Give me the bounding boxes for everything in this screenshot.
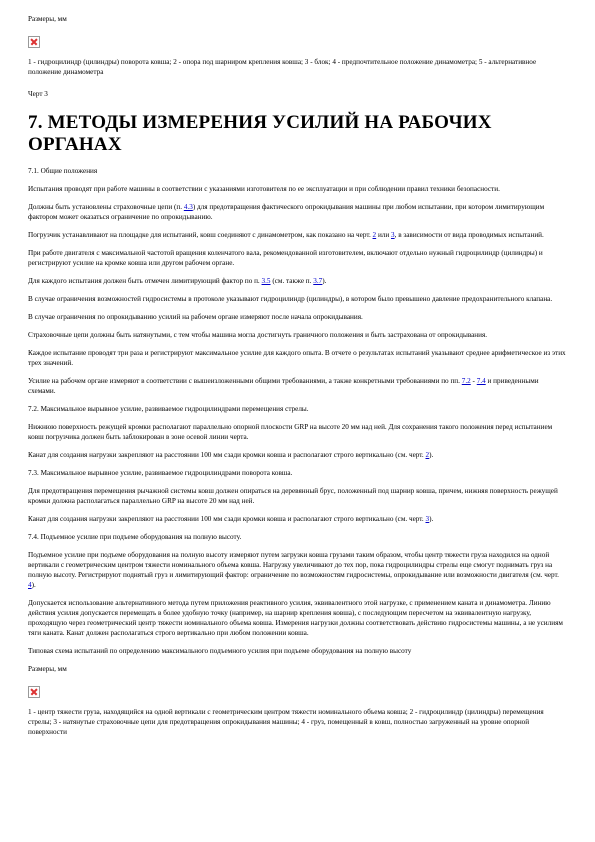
figure-label: Черт 3 — [28, 90, 48, 98]
text: Погрузчик устанавливают на площадке для испытаний, ковш соединяют с динамометром, как показано на черт. — [28, 231, 373, 239]
text: ). — [322, 277, 327, 285]
paragraph: Типовая схема испытаний по определению максимального подъемного усилия при подъеме оборудования на полную высоту — [28, 647, 412, 655]
paragraph: При работе двигателя с максимальной частотой вращения коленчатого вала, рекомендованной изготовителем, включают отдельно нужный гидроцилиндр (цилиндры) и регистрируют усилие на кромке ковша или другом рабочем органе. — [28, 249, 543, 267]
link-7-4[interactable]: 7.4 — [476, 377, 486, 385]
link-chart-4[interactable]: 4 — [28, 581, 32, 589]
subsection-heading: 7.2. Максимальное вырывное усилие, развиваемое гидроцилиндрами перемещения стрелы. — [28, 405, 309, 413]
paragraph: В случае ограничения по опрокидыванию усилий на рабочем органе измеряют после начала опрокидывания. — [28, 313, 363, 321]
text: ) для предотвращения фактического опрокидывания машины при любом испытании, при котором лимитирующим фактором может оказаться ограничение по опрокидыванию. — [28, 203, 545, 221]
text: Усилие на рабочем органе измеряют в соответствии с вышеизложенными общими требованиями, а также конкретными требованиями по пп. — [28, 377, 462, 385]
link-4-3[interactable]: 4.3 — [183, 203, 193, 211]
paragraph: Допускается использование альтернативного метода путем приложения реактивного усилия, эквивалентного этой нагрузке, с применением каната и динамометра. Линию действия усилия допускается перемещать в более удобную точку (например, на шарнир крепления ковша), с последующим пересчетом на эквивалентную нагрузку, проходящую через геометрический центр тяжести номинального объема ковша. Измерения нагрузки должны соответствовать действию гидросистемы машины, а не усилиям тяги каната. Канат должен располагаться строго вертикально при любом положении ковша. — [28, 599, 563, 637]
broken-image-icon[interactable] — [28, 36, 40, 48]
paragraph: В случае ограничения возможностей гидросистемы в протоколе указывают гидроцилиндр (цилиндры), в котором было превышено давление предохранительного клапана. — [28, 295, 553, 303]
figure-caption: 1 - гидроцилиндр (цилиндры) поворота ковша; 2 - опора под шарниром крепления ковша; 3 - блок; 4 - предпочтительное положение динамометра; 5 - альтернативное положение динамометра — [28, 58, 537, 76]
link-chart-3[interactable]: 3 — [391, 231, 395, 239]
text: Должны быть установлены страховочные цепи (п. — [28, 203, 184, 211]
figure-caption: 1 - центр тяжести груза, находящийся на одной вертикали с геометрическим центром тяжести номинального объема ковша; 2 - гидроцилиндр (цилиндры) перемещения стрелы; 3 - натянутые страховочные цепи для предотвращения опрокидывания машины; 4 - груз, помещенный в ковш, полностью загруженный на уровне опорной поверхности — [28, 708, 544, 736]
document-page — [28, 14, 568, 737]
dimensions-label: Размеры, мм — [28, 15, 67, 23]
paragraph: Каждое испытание проводят три раза и регистрируют максимальное усилие для каждого опыта. В отчете о результатах испытаний указывают среднее арифметическое из этих трех значений. — [28, 349, 566, 367]
paragraph — [28, 276, 568, 286]
paragraph — [28, 450, 568, 460]
text: , в зависимости от вида проводимых испытаний. — [394, 231, 544, 239]
paragraph — [28, 550, 568, 590]
text: Для каждого испытания должен быть отмечен лимитирующий фактор по п. — [28, 277, 262, 285]
link-7-2[interactable]: 7.2 — [461, 377, 471, 385]
text: Канат для создания нагрузки закрепляют на расстоянии 100 мм сзади кромки ковша и располагают строго вертикально (см. черт. — [28, 451, 426, 459]
link-3-7[interactable]: 3.7 — [313, 277, 323, 285]
paragraph — [28, 202, 568, 222]
section-title: 7. МЕТОДЫ ИЗМЕРЕНИЯ УСИЛИЙ НА РАБОЧИХ ОРГАНАХ — [28, 112, 492, 155]
broken-image-icon[interactable] — [28, 686, 40, 698]
link-3-5[interactable]: 3.5 — [261, 277, 271, 285]
paragraph: Для предотвращения перемещения рычажной системы ковш должен опираться на деревянный брус, положенный под шарнир ковша, причем, нижняя поверхность режущей кромки должна располагаться параллельно GRP на высоте 20 мм над ней. — [28, 487, 558, 505]
paragraph: Испытания проводят при работе машины в соответствии с указаниями изготовителя по ее эксплуатации и при соблюдении правил техники безопасности. — [28, 185, 500, 193]
paragraph — [28, 230, 568, 240]
subsection-heading: 7.3. Максимальное вырывное усилие, развиваемое гидроцилиндрами поворота ковша. — [28, 469, 293, 477]
subsection-heading: 7.1. Общие положения — [28, 167, 98, 175]
paragraph — [28, 376, 568, 396]
text: (см. также п. — [270, 277, 314, 285]
dimensions-label: Размеры, мм — [28, 665, 67, 673]
text: - — [470, 377, 477, 385]
paragraph — [28, 514, 568, 524]
paragraph: Страховочные цепи должны быть натянутыми, с тем чтобы машина могла достигнуть граничного положения и быть застрахована от опрокидывания. — [28, 331, 488, 339]
text: ). — [429, 451, 434, 459]
link-chart-3[interactable]: 3 — [425, 515, 430, 523]
link-chart-2[interactable]: 2 — [425, 451, 430, 459]
text: ). — [429, 515, 434, 523]
text: ). — [31, 581, 36, 589]
text: Канат для создания нагрузки закрепляют на расстоянии 100 мм сзади кромки ковша и располагают строго вертикально (см. черт. — [28, 515, 426, 523]
text: Подъемное усилие при подъеме оборудования на полную высоту измеряют путем загрузки ковша грузами таким образом, чтобы центр тяжести груза находился на одной вертикали с геометрическим центром тяжести номинального объема ковша. Нагрузку увеличивают до тех пор, пока гидроцилиндры стрелы еще смогут поднимать груз на полную высоту. Регистрируют поднятый груз и лимитирующий фактор: ограничение по возможностям гидросистемы, опрокидывание или возможности двигателя (см. черт. — [28, 551, 559, 579]
subsection-heading: 7.4. Подъемное усилие при подъеме оборудования на полную высоту. — [28, 533, 242, 541]
text: и приведенными схемами. — [28, 377, 539, 395]
paragraph: Нижнюю поверхность режущей кромки располагают параллельно опорной плоскости GRP на высоте 20 мм над ней. Для сохранения такого положения перед испытанием ковш погрузчика должен быть заблокирован в зоне осевой линии черта. — [28, 423, 553, 441]
link-chart-2[interactable]: 2 — [372, 231, 377, 239]
text: или — [376, 231, 392, 239]
